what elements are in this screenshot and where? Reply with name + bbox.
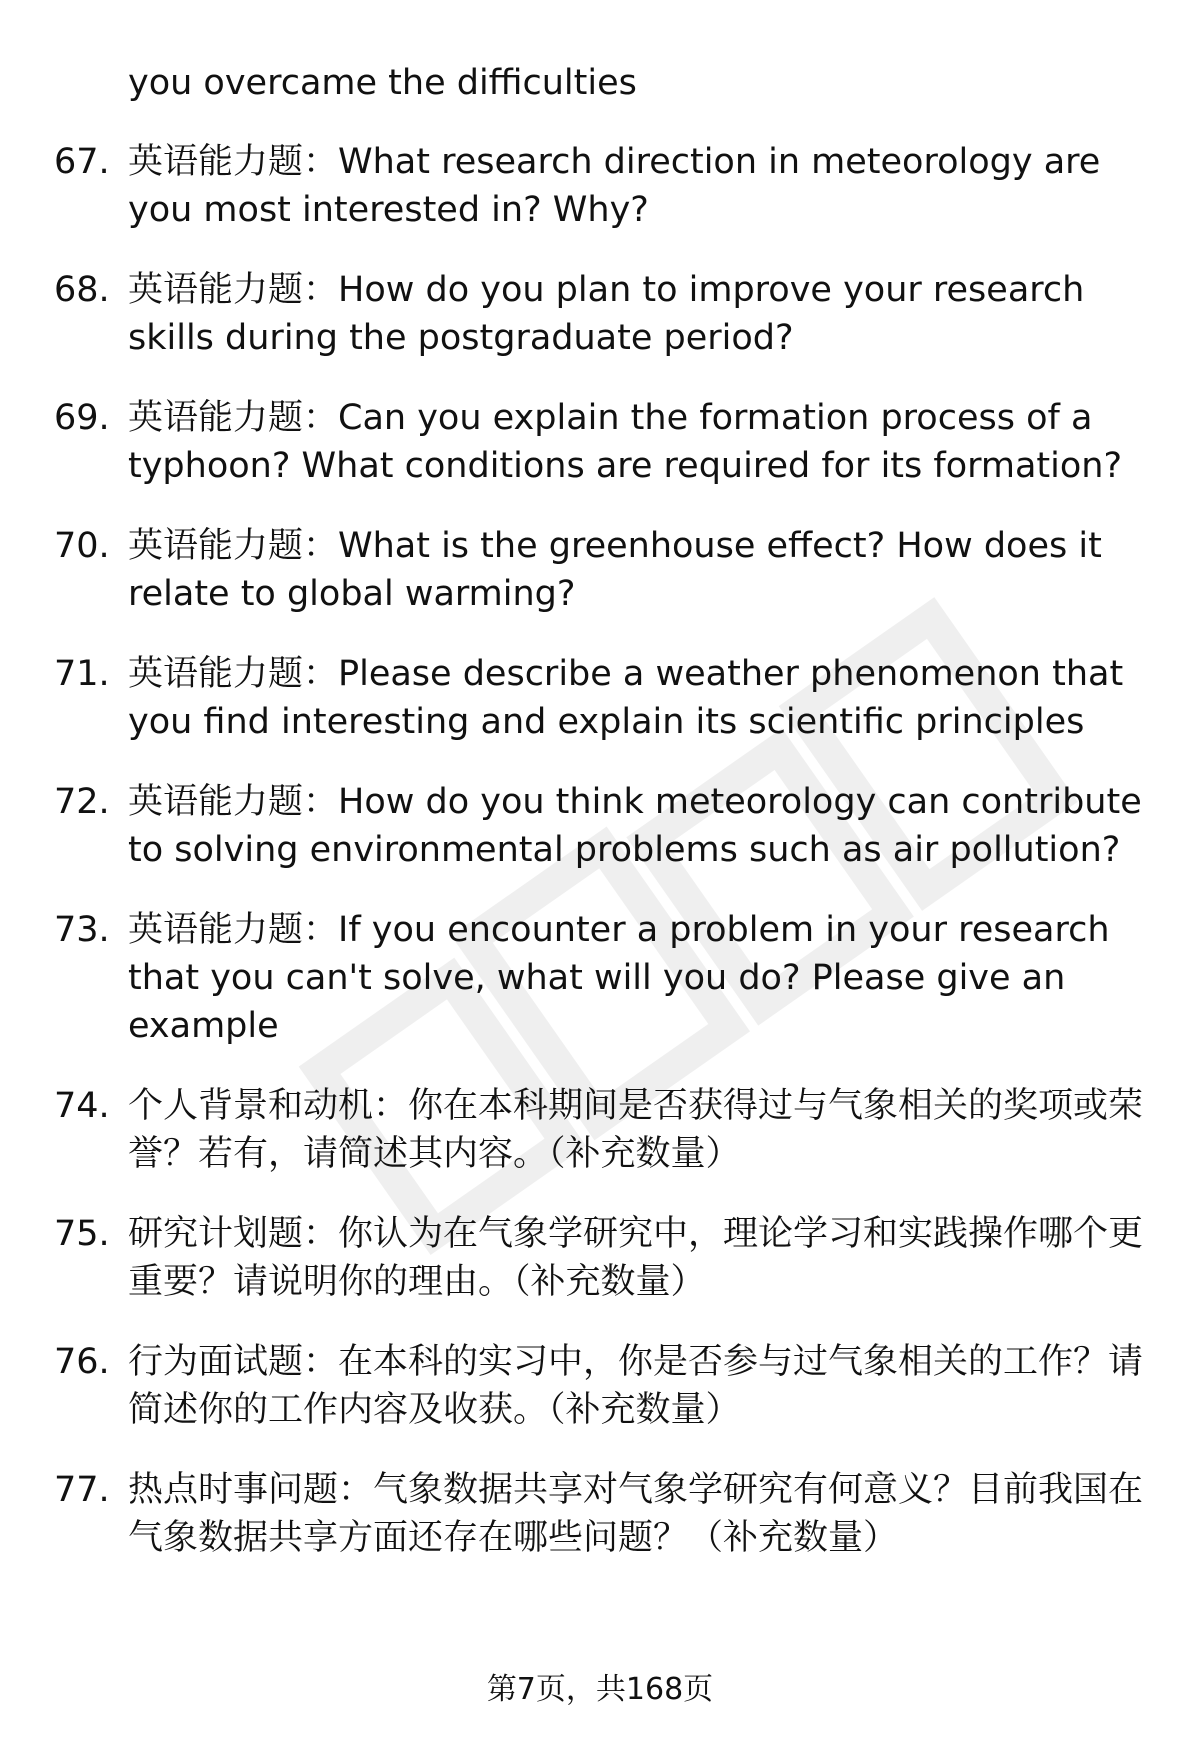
list-item bbox=[0, 1210, 1200, 1306]
list-item bbox=[0, 650, 1200, 746]
question-number: 75. bbox=[54, 1214, 110, 1254]
question-text: 个人背景和动机：你在本科期间是否获得过与气象相关的奖项或荣誉？若有，请简述其内容。（补充数量） bbox=[128, 1086, 1144, 1174]
question-text: 行为面试题：在本科的实习中，你是否参与过气象相关的工作？请简述你的工作内容及收获。（补充数量） bbox=[128, 1342, 1144, 1430]
question-number: 76. bbox=[54, 1342, 110, 1382]
list-item bbox=[0, 266, 1200, 362]
question-number: 67. bbox=[54, 142, 110, 182]
question-number: 77. bbox=[54, 1470, 110, 1510]
question-number: 70. bbox=[54, 526, 110, 566]
question-text: 英语能力题：What is the greenhouse effect? How does it relate to global warming? bbox=[128, 526, 1102, 614]
question-text: 英语能力题：If you encounter a problem in your research that you can't solve, what will you do? Please give an example bbox=[128, 910, 1110, 1046]
question-text: 英语能力题：How do you plan to improve your research skills during the postgraduate period? bbox=[128, 270, 1085, 358]
question-text: 热点时事问题：气象数据共享对气象学研究有何意义？目前我国在气象数据共享方面还存在哪些问题？（补充数量） bbox=[128, 1470, 1144, 1558]
question-number: 73. bbox=[54, 910, 110, 950]
question-text: 英语能力题：How do you think meteorology can contribute to solving environmental problems such as air pollution? bbox=[128, 782, 1142, 870]
question-number: 72. bbox=[54, 782, 110, 822]
page-footer: 第7页，共168页 bbox=[486, 1672, 714, 1707]
list-item bbox=[0, 906, 1200, 1050]
question-number: 74. bbox=[54, 1086, 110, 1126]
list-item bbox=[0, 394, 1200, 490]
question-text: 英语能力题：What research direction in meteorology are you most interested in? Why? bbox=[128, 142, 1101, 230]
question-text: 英语能力题：Can you explain the formation process of a typhoon? What conditions are required for its formation? bbox=[128, 398, 1123, 486]
list-item bbox=[0, 138, 1200, 234]
list-item bbox=[0, 1466, 1200, 1562]
question-number: 69. bbox=[54, 398, 110, 438]
list-item bbox=[0, 522, 1200, 618]
question-text: 研究计划题：你认为在气象学研究中，理论学习和实践操作哪个更重要？请说明你的理由。（补充数量） bbox=[128, 1214, 1144, 1302]
list-item bbox=[0, 778, 1200, 874]
question-text: 英语能力题：Please describe a weather phenomenon that you find interesting and explain its scientific principles bbox=[128, 654, 1124, 742]
question-list bbox=[0, 138, 1200, 1594]
continuation-line: you overcame the difficulties bbox=[128, 63, 637, 103]
question-number: 71. bbox=[54, 654, 110, 694]
question-number: 68. bbox=[54, 270, 110, 310]
list-item bbox=[0, 1338, 1200, 1434]
list-item bbox=[0, 1082, 1200, 1178]
